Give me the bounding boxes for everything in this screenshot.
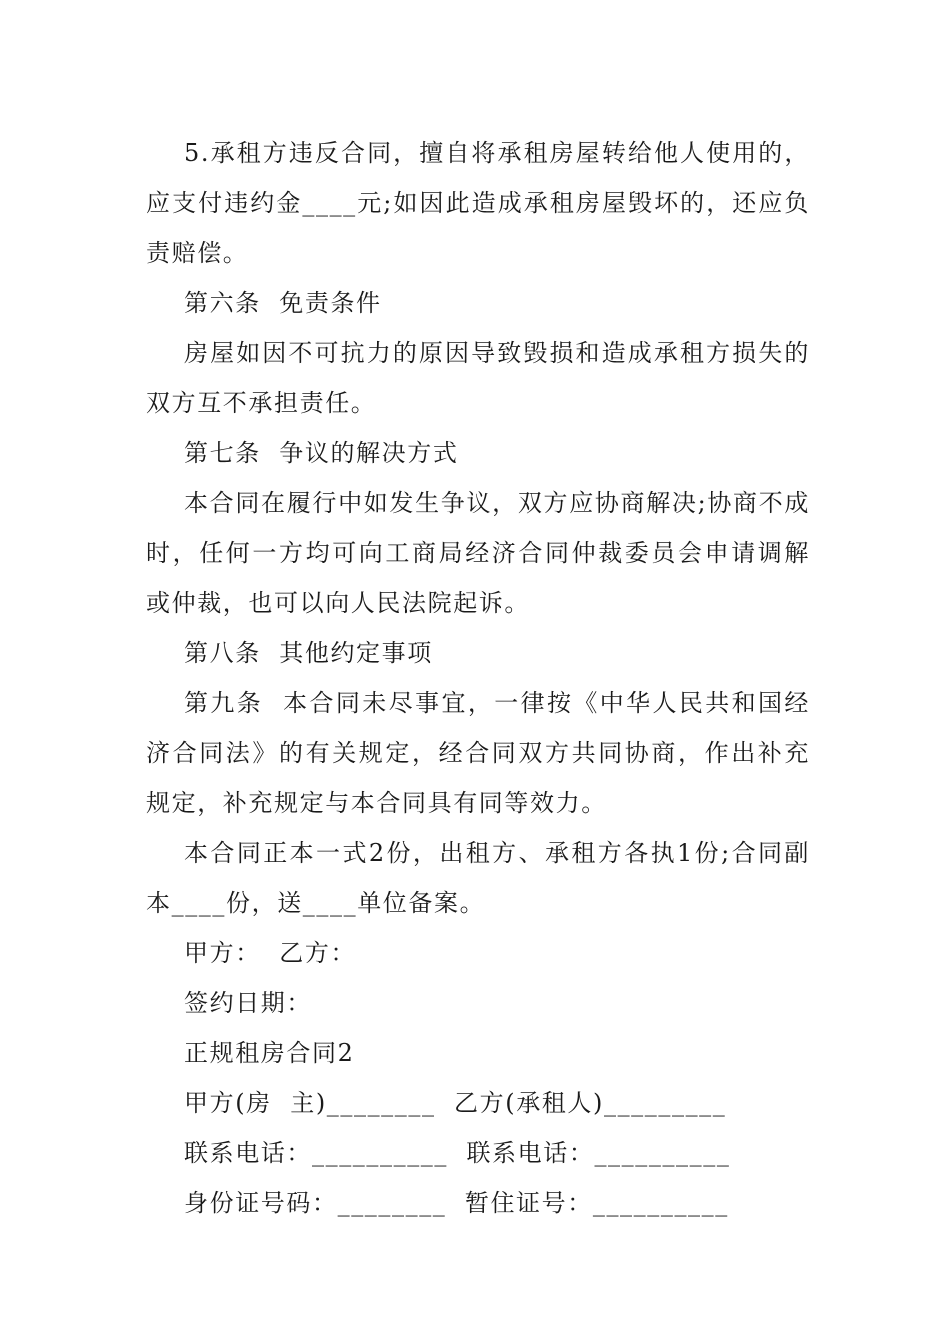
- heading-article-7: 第七条 争议的解决方式: [184, 439, 459, 467]
- heading-article-8: 第八条 其他约定事项: [184, 639, 433, 667]
- party-names-line: 甲方(房 主)________ 乙方(承租人)_________: [184, 1089, 727, 1117]
- id-number-line: 身份证号码：________ 暂住证号：__________: [184, 1189, 729, 1217]
- signature-parties: 甲方： 乙方：: [184, 939, 357, 967]
- phone-line: 联系电话：__________ 联系电话：__________: [184, 1139, 731, 1167]
- clause-article-9: 第九条 本合同未尽事宜，一律按《中华人民共和国经济合同法》的有关规定，经合同双方共同协商，作出补充规定，补充规定与本合同具有同等效力。: [146, 689, 810, 817]
- heading-article-6: 第六条 免责条件: [184, 289, 382, 317]
- clause-copies: 本合同正本一式2份，出租方、承租方各执1份;合同副本____份，送____单位备案。: [146, 839, 810, 917]
- clause-breach-penalty: 5.承租方违反合同，擅自将承租房屋转给他人使用的，应支付违约金____元;如因此造成承租房屋毁坏的，还应负责赔偿。: [146, 139, 810, 267]
- clause-dispute-resolution: 本合同在履行中如发生争议，双方应协商解决;协商不成时，任何一方均可向工商局经济合同仲裁委员会申请调解或仲裁，也可以向人民法院起诉。: [146, 489, 810, 617]
- signature-date: 签约日期：: [184, 989, 312, 1017]
- clause-force-majeure: 房屋如因不可抗力的原因导致毁损和造成承租方损失的双方互不承担责任。: [146, 339, 810, 417]
- contract-2-title: 正规租房合同2: [184, 1039, 355, 1067]
